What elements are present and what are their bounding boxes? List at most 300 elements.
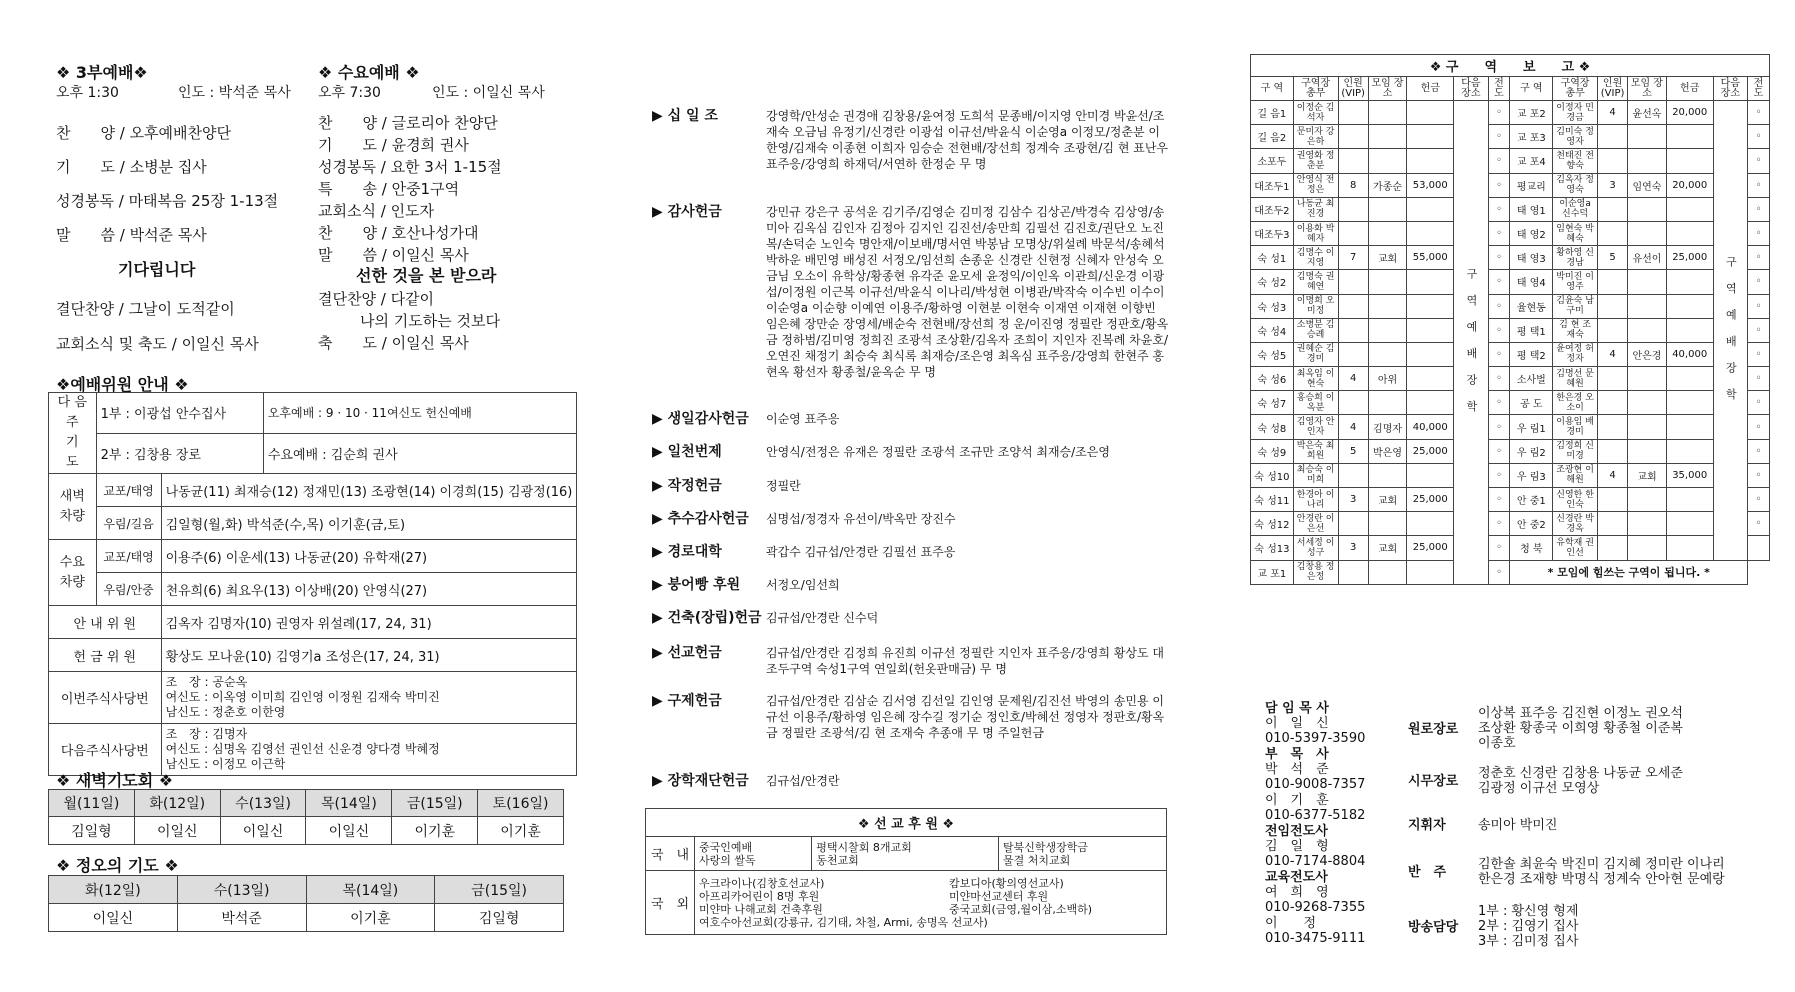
district-cell: 문미자 강은하 bbox=[1293, 125, 1338, 149]
mission-dom-0: 중국인예배 bbox=[699, 840, 753, 854]
district-footer: * 모임에 힘쓰는 구역이 됩니다. * bbox=[1510, 560, 1748, 584]
district-cell bbox=[1666, 415, 1713, 439]
district-cell bbox=[1628, 391, 1667, 415]
offer-k: 헌 금 위 원 bbox=[49, 639, 162, 672]
prayer-name: 김일형 bbox=[49, 817, 135, 845]
district-cell: 교회 bbox=[1368, 536, 1407, 560]
wed2v: 천유희(6) 최요우(13) 이상배(20) 안영식(27) bbox=[161, 573, 577, 606]
staff-group-label: 방송담당 bbox=[1408, 920, 1459, 935]
district-cell: 25,000 bbox=[1407, 536, 1454, 560]
district-cell: 아위 bbox=[1368, 367, 1407, 391]
district-cell: 4 bbox=[1597, 342, 1627, 366]
mission-for-k: 국 외 bbox=[646, 871, 695, 935]
district-cell: 임현숙 박혜숙 bbox=[1553, 221, 1598, 245]
district-cell: 숙 성9 bbox=[1251, 439, 1294, 463]
offering-names: 안영식/전정은 유재은 정필란 조광석 조규만 조양석 최재승/조은영 bbox=[766, 445, 1110, 459]
district-cell: 40,000 bbox=[1666, 342, 1713, 366]
district-header: 모임 장소 bbox=[1368, 77, 1407, 101]
order-value: 마태복음 25장 1-13절 bbox=[128, 192, 279, 210]
district-cell: ◦ bbox=[1748, 512, 1770, 536]
mission-title: ❖ 선 교 후 원 ❖ bbox=[646, 809, 1167, 837]
district-row bbox=[1251, 463, 1770, 487]
district-cell: 김명자 bbox=[1368, 415, 1407, 439]
district-cell: ◦ bbox=[1488, 197, 1510, 221]
mission-dom-1: 사랑의 쌀독 bbox=[699, 853, 756, 867]
offering-names: 심명섭/정경자 유선이/박옥만 장진수 bbox=[766, 512, 956, 526]
district-cell bbox=[1597, 488, 1627, 512]
prayer-day: 목(14일) bbox=[306, 790, 392, 817]
district-cell: 우 림3 bbox=[1510, 463, 1553, 487]
district-cell bbox=[1368, 318, 1407, 342]
district-cell: ◦ bbox=[1748, 125, 1770, 149]
district-cell: 박은숙 최희원 bbox=[1293, 439, 1338, 463]
district-cell: 태 영1 bbox=[1510, 197, 1553, 221]
order-row: 말 씀 / 박석준 목사 bbox=[56, 226, 207, 244]
next-meal-2: 여신도 : 심명옥 김영선 권인선 신운경 양다경 박혜정 bbox=[165, 742, 440, 756]
district-cell bbox=[1407, 391, 1454, 415]
district-cell bbox=[1368, 149, 1407, 173]
order-row: 교회소식 및 축도 / 이일신 목사 bbox=[56, 335, 259, 353]
offering-names: 김규섭/안경란 김정희 유진희 이규선 정필란 지인자 표주응/강영희 황상도 대조두구역 숙성1구역 연일회(헌옷판매금) 무 명 bbox=[766, 646, 1164, 676]
staff-group-label: 반 주 bbox=[1408, 865, 1447, 880]
prayer-day: 화(12일) bbox=[49, 876, 178, 904]
wed-bless-val: 이일신 목사 bbox=[391, 334, 469, 352]
district-cell bbox=[1368, 391, 1407, 415]
order-row: 찬 양 / 글로리아 찬양단 bbox=[318, 114, 498, 132]
order-value: 이일신 목사 bbox=[391, 246, 469, 264]
district-cell bbox=[1338, 560, 1368, 584]
district-cell: 25,000 bbox=[1407, 488, 1454, 512]
staff-group-names: 송미아 박미진 bbox=[1478, 818, 1558, 833]
district-header: 다음 장소 bbox=[1454, 77, 1488, 101]
order-value: 오후예배찬양단 bbox=[129, 124, 232, 142]
district-cell: ◦ bbox=[1488, 246, 1510, 270]
offering-label: ▶ 장학재단헌금 bbox=[652, 773, 749, 789]
pastor-phone: 010-3475-9111 bbox=[1265, 931, 1366, 946]
district-cell bbox=[1628, 149, 1667, 173]
order-key: 찬 양 bbox=[318, 224, 377, 242]
pastor-role: 담 임 목 사 bbox=[1265, 701, 1329, 716]
prayer-day: 수(13일) bbox=[177, 876, 306, 904]
pastor-role: 전임전도사 bbox=[1265, 824, 1328, 839]
district-cell: ◦ bbox=[1488, 512, 1510, 536]
district-cell: ◦ bbox=[1488, 367, 1510, 391]
wed-closing-val: 다같이 bbox=[390, 290, 435, 308]
district-cell bbox=[1338, 391, 1368, 415]
district-cell: ◦ bbox=[1748, 342, 1770, 366]
district-cell: 김윤숙 남구미 bbox=[1553, 294, 1598, 318]
next-meal-k: 다음주식사당번 bbox=[49, 724, 162, 776]
offering-names: 강민규 강은구 공석운 김기주/김영순 김미정 김삼수 김상곤/박경숙 김상영/송미아 김옥심 김인자 김정아 김지인 김진선/송만희 김필선 김진호/권단오 노진복/손덕순 노인숙 명안재/이보배/명서연 박봉남 모명상/위설례 박문석/송혜석 박하운 배민영 배성진 서정오/임선희 손종운 신경란 신현정 신혜자 안성숙 오금님 오소이 유학상/황종현 유각준 윤모세 윤정익/이인옥 이관희/신운경 이광섭/이정원 이근복 이규선/박윤식 이나리/박성현 이병관/박작숙 이수빈 이수이 이순영a 이순향 이예연 이용주/황하영 이현분 이현숙 이재연 이재현 이향빈 임은혜 장만순 장영세/배순숙 전현배/장선희 정 운/이진영 정필란 정판호/황옥금 정하범/김미영 정희진 조광석 조상환/김옥자 조희이 지인자 진복례 차윤호/오연진 채정기 최승숙 최식록 최재승/조은영 최옥심 표주응/강영희 한현주 홍현옥 황선자 황종철/윤옥순 무 명 bbox=[766, 205, 1169, 379]
district-cell: ◦ bbox=[1748, 367, 1770, 391]
district-cell: 5 bbox=[1597, 246, 1627, 270]
offering-label: ▶ 경로대학 bbox=[652, 544, 722, 560]
order-key: 찬 양 bbox=[318, 114, 377, 132]
district-cell: ◦ bbox=[1748, 318, 1770, 342]
pastor-role: 부 목 사 bbox=[1265, 747, 1329, 762]
district-cell: 숙 성4 bbox=[1251, 318, 1294, 342]
district-cell: 신경란 박경옥 bbox=[1553, 512, 1598, 536]
district-cell: 숙 성6 bbox=[1251, 367, 1294, 391]
order-value: 윤경희 권사 bbox=[391, 136, 469, 154]
offering-label: ▶ 구제헌금 bbox=[652, 693, 722, 709]
district-row bbox=[1251, 125, 1770, 149]
district-cell: 4 bbox=[1338, 367, 1368, 391]
district-cell bbox=[1407, 221, 1454, 245]
this-meal-2: 여신도 : 이옥영 이미희 김인영 이정원 김재숙 박미진 bbox=[165, 690, 440, 704]
order-key: 교회소식 bbox=[318, 202, 376, 220]
district-row bbox=[1251, 536, 1770, 560]
district-row bbox=[1251, 246, 1770, 270]
district-row bbox=[1251, 197, 1770, 221]
order-key: 말 씀 bbox=[318, 246, 377, 264]
district-cell: ◦ bbox=[1488, 173, 1510, 197]
district-cell: ◦ bbox=[1488, 221, 1510, 245]
staff-group-names: 1부 : 황신영 형제 bbox=[1478, 904, 1579, 919]
wed2k: 우림/안중 bbox=[96, 573, 161, 606]
staff-group-names: 3부 : 김미정 집사 bbox=[1478, 934, 1579, 949]
prayer-name: 이일신 bbox=[134, 817, 220, 845]
district-cell: 소병분 김승례 bbox=[1293, 318, 1338, 342]
pastor-name: 이 일 신 bbox=[1265, 716, 1329, 731]
district-cell bbox=[1407, 367, 1454, 391]
district-cell bbox=[1407, 318, 1454, 342]
district-cell: ◦ bbox=[1748, 294, 1770, 318]
district-row bbox=[1251, 173, 1770, 197]
district-cell: 율현동 bbox=[1510, 294, 1553, 318]
order-key: 말 씀 bbox=[56, 226, 115, 244]
district-cell: 소사벌 bbox=[1510, 367, 1553, 391]
pastor-phone: 010-9008-7357 bbox=[1265, 777, 1366, 792]
servers-table bbox=[48, 392, 577, 776]
district-cell bbox=[1368, 512, 1407, 536]
order-key: 성경봉독 bbox=[318, 158, 376, 176]
district-cell: ◦ bbox=[1488, 463, 1510, 487]
district-cell: ◦ bbox=[1748, 439, 1770, 463]
district-header: 다음 장소 bbox=[1713, 77, 1747, 101]
district-cell: ◦ bbox=[1748, 149, 1770, 173]
prayer-day: 수(13일) bbox=[220, 790, 306, 817]
district-cell: 7 bbox=[1338, 246, 1368, 270]
next-prayer-label: 다 음 주 기 도 bbox=[49, 393, 97, 474]
district-cell bbox=[1407, 512, 1454, 536]
mission-for-4: 미얀마 나해교회 건축후원 bbox=[699, 902, 823, 916]
worship3-sermon: 기다립니다 bbox=[118, 260, 196, 279]
offering-label: ▶ 추수감사헌금 bbox=[652, 511, 749, 527]
district-table bbox=[1250, 54, 1770, 585]
prayer-name: 이일신 bbox=[306, 817, 392, 845]
district-cell bbox=[1628, 318, 1667, 342]
district-cell: 우 림2 bbox=[1510, 439, 1553, 463]
order-value: 글로리아 찬양단 bbox=[391, 114, 498, 132]
pastor-role: 교육전도사 bbox=[1265, 870, 1328, 885]
offering-label: ▶ 십 일 조 bbox=[652, 108, 718, 124]
mission-for-2: 아프리카어린이 8명 후원 bbox=[699, 889, 820, 903]
district-cell bbox=[1368, 463, 1407, 487]
wed-title: ❖ 수요예배 ❖ bbox=[318, 63, 420, 82]
staff-group-names: 정춘호 신경란 김창용 나동균 오세준 bbox=[1478, 766, 1683, 781]
district-cell: ◦ bbox=[1748, 197, 1770, 221]
wed-closing-key: 결단찬양 bbox=[318, 290, 376, 308]
dawn1k: 교포/태영 bbox=[96, 474, 161, 507]
this-meal-3: 남신도 : 정춘호 이한영 bbox=[165, 705, 286, 719]
staff-group-names: 한은경 조재향 박명식 정계숙 안아현 문예랑 bbox=[1478, 872, 1725, 887]
district-cell: 김옥자 정영숙 bbox=[1553, 173, 1598, 197]
district-cell: 최옥임 이현숙 bbox=[1293, 367, 1338, 391]
district-cell bbox=[1407, 101, 1454, 125]
district-cell bbox=[1628, 439, 1667, 463]
district-cell: 3 bbox=[1597, 173, 1627, 197]
district-cell: 김정희 신미경 bbox=[1553, 439, 1598, 463]
order-row: 특 송 / 안중1구역 bbox=[318, 180, 460, 198]
np2: 2부 : 김창용 장로 bbox=[96, 433, 263, 474]
district-cell: 평교리 bbox=[1510, 173, 1553, 197]
district-cell bbox=[1666, 367, 1713, 391]
district-cell: 김 현 조재숙 bbox=[1553, 318, 1598, 342]
district-cell: ◦ bbox=[1488, 342, 1510, 366]
district-cell bbox=[1407, 342, 1454, 366]
district-cell: 25,000 bbox=[1666, 246, 1713, 270]
district-cell: 교 포3 bbox=[1510, 125, 1553, 149]
this-meal-k: 이번주식사당번 bbox=[49, 672, 162, 724]
offering-label: ▶ 건축(장립)헌금 bbox=[652, 610, 762, 626]
district-cell bbox=[1666, 536, 1713, 560]
district-cell bbox=[1628, 536, 1667, 560]
offering-names: 김규섭/안경란 신수덕 bbox=[766, 611, 879, 625]
district-cell bbox=[1628, 488, 1667, 512]
district-cell: 교회 bbox=[1628, 463, 1667, 487]
pastor-phone: 010-5397-3590 bbox=[1265, 731, 1366, 746]
wed1k: 교포/태영 bbox=[96, 540, 161, 573]
pastor-name: 김 일 형 bbox=[1265, 839, 1329, 854]
district-cell bbox=[1597, 391, 1627, 415]
prayer-day: 목(14일) bbox=[306, 876, 435, 904]
mission-table bbox=[645, 808, 1167, 935]
district-cell: 서세정 이성구 bbox=[1293, 536, 1338, 560]
noon-prayer-title: ❖ 정오의 기도 ❖ bbox=[56, 856, 179, 875]
district-cell: 소포두 bbox=[1251, 149, 1294, 173]
district-cell: 박은영 bbox=[1368, 439, 1407, 463]
district-cell: ◦ bbox=[1488, 439, 1510, 463]
district-row bbox=[1251, 391, 1770, 415]
order-row: 기 도 / 소병분 집사 bbox=[56, 158, 207, 176]
district-cell: ◦ bbox=[1488, 149, 1510, 173]
district-cell bbox=[1338, 101, 1368, 125]
district-header: 인원 (VIP) bbox=[1597, 77, 1627, 101]
district-cell: ◦ bbox=[1488, 560, 1510, 584]
district-cell: 나동균 최진경 bbox=[1293, 197, 1338, 221]
district-cell: 김명숙 권혜연 bbox=[1293, 270, 1338, 294]
district-cell: 태 영4 bbox=[1510, 270, 1553, 294]
district-cell: 53,000 bbox=[1407, 173, 1454, 197]
district-cell bbox=[1407, 125, 1454, 149]
prayer-name: 박석준 bbox=[177, 904, 306, 932]
district-cell: 숙 성3 bbox=[1251, 294, 1294, 318]
prayer-name: 김일형 bbox=[435, 904, 564, 932]
district-cell bbox=[1597, 125, 1627, 149]
district-cell bbox=[1407, 463, 1454, 487]
guide-v: 김옥자 김명자(10) 권영자 위설례(17, 24, 31) bbox=[161, 606, 577, 639]
offering-label: ▶ 선교헌금 bbox=[652, 645, 722, 661]
district-cell bbox=[1338, 318, 1368, 342]
order-key: 기 도 bbox=[318, 136, 377, 154]
district-cell: ◦ bbox=[1748, 415, 1770, 439]
district-cell bbox=[1368, 294, 1407, 318]
district-cell: ◦ bbox=[1748, 270, 1770, 294]
district-cell: ◦ bbox=[1748, 246, 1770, 270]
order-row: 교회소식 / 인도자 bbox=[318, 202, 435, 220]
district-header: 모임 장소 bbox=[1628, 77, 1667, 101]
district-cell: 교회 bbox=[1368, 246, 1407, 270]
district-cell bbox=[1338, 463, 1368, 487]
district-cell bbox=[1338, 294, 1368, 318]
district-cell bbox=[1407, 149, 1454, 173]
district-cell bbox=[1666, 439, 1713, 463]
offering-names: 이순영 표주응 bbox=[766, 412, 840, 426]
district-header: 전 도 bbox=[1488, 77, 1510, 101]
guide-k: 안 내 위 원 bbox=[49, 606, 162, 639]
mission-for-1: 캄보디아(황의영선교사) bbox=[949, 876, 1064, 890]
district-cell: 유학재 권인선 bbox=[1553, 536, 1598, 560]
district-cell: 평 택1 bbox=[1510, 318, 1553, 342]
district-cell: 교회 bbox=[1368, 488, 1407, 512]
district-cell: 숙 성1 bbox=[1251, 246, 1294, 270]
order-value: 그날이 도적같이 bbox=[128, 300, 235, 318]
district-row bbox=[1251, 270, 1770, 294]
district-cell: ◦ bbox=[1748, 101, 1770, 125]
prayer-day: 토(16일) bbox=[478, 790, 564, 817]
district-row bbox=[1251, 439, 1770, 463]
district-cell bbox=[1368, 270, 1407, 294]
district-cell: 권혜순 김경미 bbox=[1293, 342, 1338, 366]
offering-names: 서정오/임선희 bbox=[766, 578, 840, 592]
district-cell bbox=[1597, 221, 1627, 245]
offering-label: ▶ 감사헌금 bbox=[652, 204, 722, 220]
prayer-day: 화(12일) bbox=[134, 790, 220, 817]
district-vertical-note: 구 역 예 배 장 학 bbox=[1713, 101, 1747, 561]
district-cell: 최승숙 이미희 bbox=[1293, 463, 1338, 487]
district-cell: 20,000 bbox=[1666, 101, 1713, 125]
district-cell: 박미진 이영주 bbox=[1553, 270, 1598, 294]
order-row: 성경봉독 / 마태복음 25장 1-13절 bbox=[56, 192, 279, 210]
district-cell bbox=[1368, 125, 1407, 149]
district-cell bbox=[1338, 342, 1368, 366]
district-cell: 김창용 정은정 bbox=[1293, 560, 1338, 584]
district-cell: 김영자 안인자 bbox=[1293, 415, 1338, 439]
district-cell: 우 림1 bbox=[1510, 415, 1553, 439]
district-cell: 25,000 bbox=[1407, 439, 1454, 463]
district-cell: 안은경 bbox=[1628, 342, 1667, 366]
mission-for-0: 우크라이나(김창호선교사) bbox=[699, 876, 825, 890]
wed-bless-key: 축 도 bbox=[318, 334, 377, 352]
district-cell bbox=[1666, 270, 1713, 294]
order-value: 박석준 목사 bbox=[129, 226, 207, 244]
district-cell: ◦ bbox=[1748, 488, 1770, 512]
order-key: 교회소식 및 축도 bbox=[56, 335, 167, 353]
order-row: 결단찬양 / 그날이 도적같이 bbox=[56, 300, 235, 318]
district-row bbox=[1251, 101, 1770, 125]
prayer-name: 이일신 bbox=[49, 904, 178, 932]
staff-group-names: 이종호 bbox=[1478, 736, 1516, 751]
district-cell: 3 bbox=[1338, 488, 1368, 512]
district-cell bbox=[1597, 439, 1627, 463]
district-cell: ◦ bbox=[1488, 536, 1510, 560]
district-cell: 숙 성10 bbox=[1251, 463, 1294, 487]
district-row bbox=[1251, 342, 1770, 366]
district-cell: 조광현 이해원 bbox=[1553, 463, 1598, 487]
district-cell: 윤선옥 bbox=[1628, 101, 1667, 125]
district-header: 헌금 bbox=[1407, 77, 1454, 101]
wed-closing-song: 결단찬양 / 다같이 bbox=[318, 290, 435, 308]
district-header: 구역장 총무 bbox=[1293, 77, 1338, 101]
district-cell: 홍승희 이옥분 bbox=[1293, 391, 1338, 415]
order-key: 기 도 bbox=[56, 158, 115, 176]
offering-names: 김규섭/안경란 김삼순 김서영 김선일 김인영 문제원/김진선 박영의 송민용 이규선 이용주/황하영 임은혜 장수길 정기순 정인호/박혜선 정영자 정판호/황옥금 정필란 조광석/김 현 조재숙 추종애 무 명 주일헌금 bbox=[766, 694, 1165, 740]
district-cell: ◦ bbox=[1488, 270, 1510, 294]
mission-dom-3: 동천교회 bbox=[816, 853, 859, 867]
district-cell: 숙 성11 bbox=[1251, 488, 1294, 512]
wed-song2: 나의 기도하는 것보다 bbox=[360, 312, 500, 330]
offering-names: 김규섭/안경란 bbox=[766, 774, 840, 788]
district-cell: 4 bbox=[1597, 463, 1627, 487]
offering-label: ▶ 생일감사헌금 bbox=[652, 411, 749, 427]
district-cell bbox=[1628, 367, 1667, 391]
district-cell: 35,000 bbox=[1666, 463, 1713, 487]
wed-car-label: 수요 차량 bbox=[49, 540, 97, 606]
district-cell: 안영식 전정은 bbox=[1293, 173, 1338, 197]
offering-label: ▶ 붕어빵 후원 bbox=[652, 577, 741, 593]
district-cell: 태 영3 bbox=[1510, 246, 1553, 270]
order-row: 찬 양 / 오후예배찬양단 bbox=[56, 124, 232, 142]
district-cell: 이명희 오미정 bbox=[1293, 294, 1338, 318]
district-cell bbox=[1368, 101, 1407, 125]
district-header: 전 도 bbox=[1748, 77, 1770, 101]
district-cell: 이용임 배경미 bbox=[1553, 415, 1598, 439]
offering-names: 강영학/안성순 권경애 김창용/윤여정 도희석 문종배/이지영 안미경 박윤선/조재숙 오금님 유정기/신경란 이광섭 이규선/박윤식 이순영a 이정모/정춘분 이한영/김재숙 이종현 이희자 임승순 전현배/장선희 정계숙 조광현/김 현 표난우 표주응/강영희 하재덕/서연하 한정순 무 명 bbox=[766, 109, 1168, 171]
district-cell bbox=[1597, 512, 1627, 536]
prayer-name: 이기훈 bbox=[306, 904, 435, 932]
order-key: 찬 양 bbox=[56, 124, 115, 142]
district-cell: ◦ bbox=[1748, 173, 1770, 197]
mission-for-5: 중국교회(금영,월이삼,소백하) bbox=[949, 902, 1093, 916]
district-cell: 대조두3 bbox=[1251, 221, 1294, 245]
order-value: 소병분 집사 bbox=[129, 158, 207, 176]
district-cell: ◦ bbox=[1488, 391, 1510, 415]
np1: 1부 : 이광섭 안수집사 bbox=[96, 393, 263, 434]
district-header: 헌금 bbox=[1666, 77, 1713, 101]
order-value: 이일신 목사 bbox=[181, 335, 259, 353]
district-cell bbox=[1597, 294, 1627, 318]
district-row bbox=[1251, 512, 1770, 536]
district-cell: 40,000 bbox=[1407, 415, 1454, 439]
district-row bbox=[1251, 294, 1770, 318]
worship3-title: ❖ 3부예배❖ bbox=[56, 63, 148, 82]
district-cell: ◦ bbox=[1748, 463, 1770, 487]
district-cell bbox=[1407, 560, 1454, 584]
dawn2k: 우림/길음 bbox=[96, 507, 161, 540]
district-cell: 천태진 전향숙 bbox=[1553, 149, 1598, 173]
district-cell bbox=[1338, 270, 1368, 294]
district-row bbox=[1251, 367, 1770, 391]
wed1v: 이용주(6) 이운세(13) 나동균(20) 유학재(27) bbox=[161, 540, 577, 573]
district-cell: 신영한 한인숙 bbox=[1553, 488, 1598, 512]
prayer-day: 금(15일) bbox=[392, 790, 478, 817]
district-cell: 임연숙 bbox=[1628, 173, 1667, 197]
district-cell: 이용화 박혜자 bbox=[1293, 221, 1338, 245]
district-cell bbox=[1407, 294, 1454, 318]
district-cell bbox=[1666, 294, 1713, 318]
district-cell: 한은경 오소이 bbox=[1553, 391, 1598, 415]
